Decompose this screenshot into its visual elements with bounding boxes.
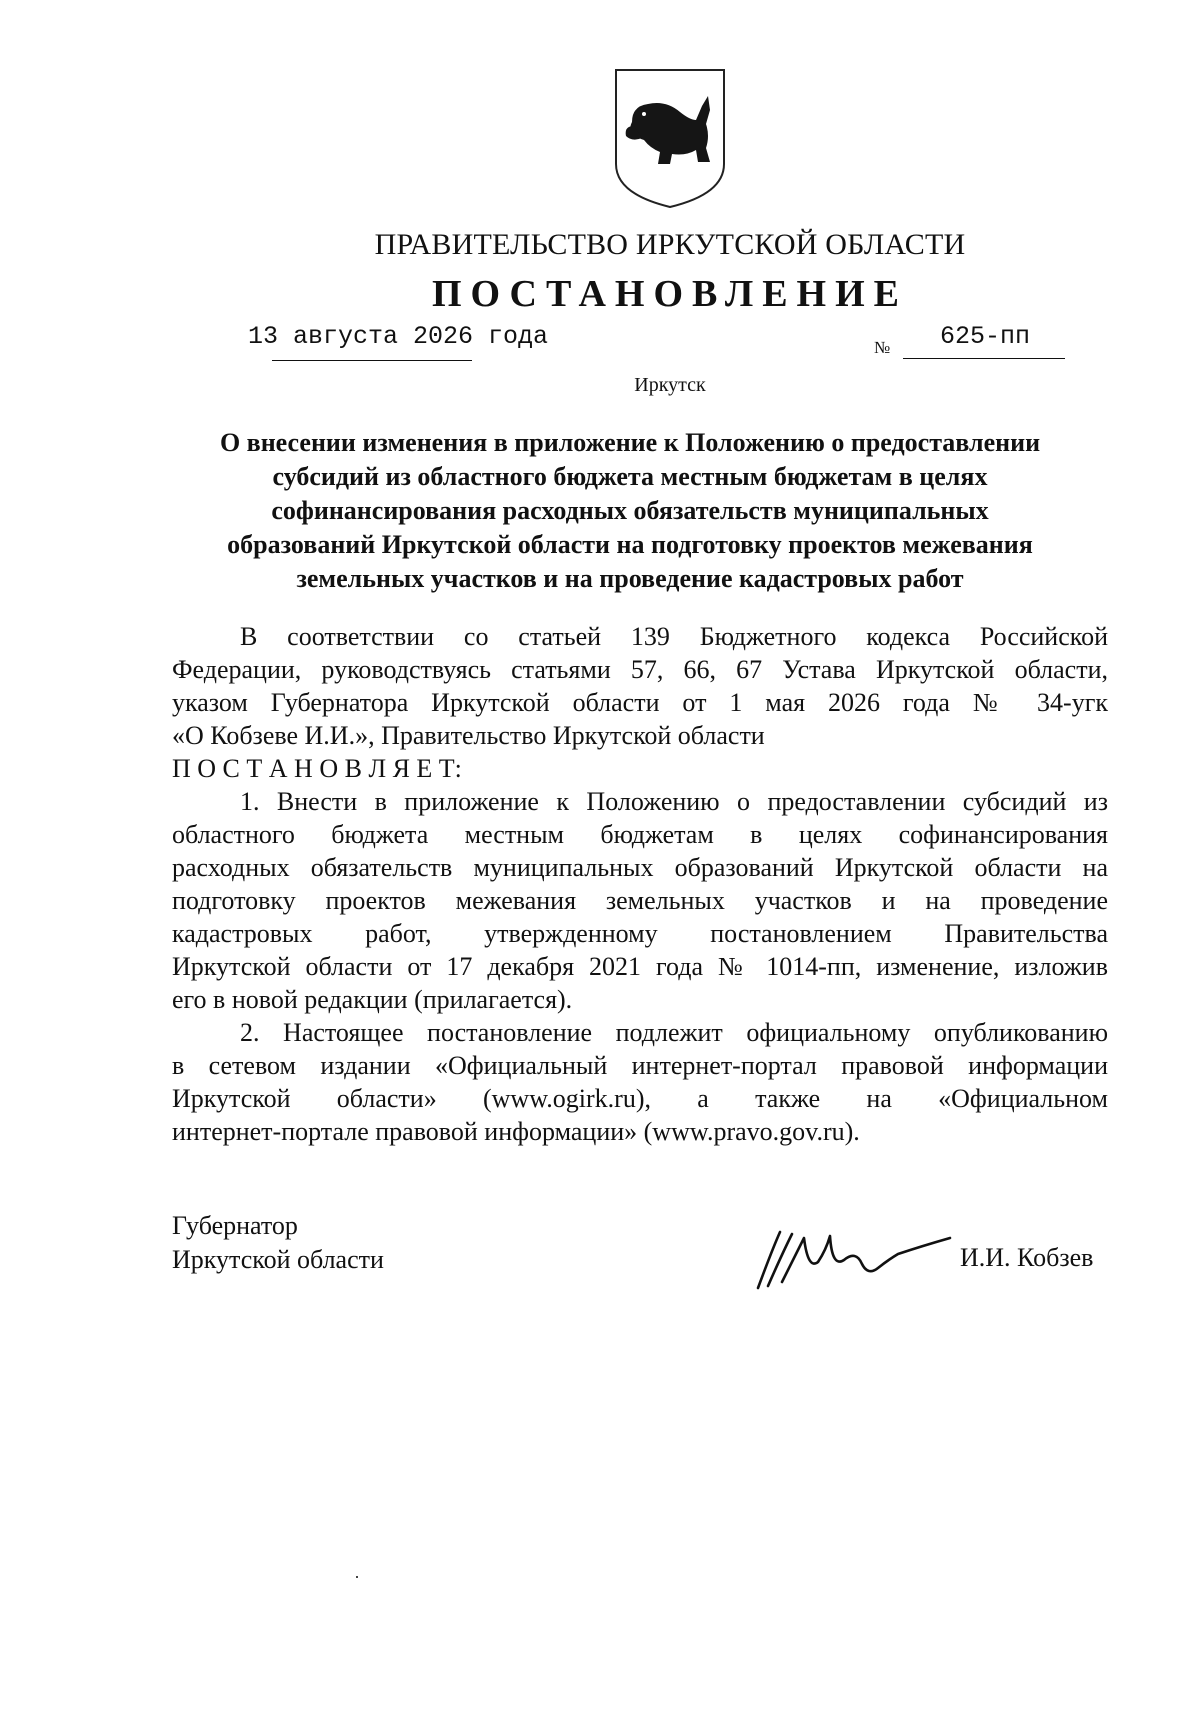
handwritten-signature-icon: [738, 1210, 968, 1306]
body-line: расходных обязательств муниципальных образований Иркутской области на: [172, 853, 1108, 882]
document-type: ПОСТАНОВЛЕНИЕ: [431, 273, 909, 315]
body-line: указом Губернатора Иркутской области от 1 мая 2026 года № 34-угк: [172, 688, 1108, 717]
body-line: Иркутской области» (www.ogirk.ru), а также на «Официальном: [172, 1084, 1108, 1113]
resolves-heading: П О С Т А Н О В Л Я Е Т:: [172, 754, 462, 783]
body-line: «О Кобзеве И.И.», Правительство Иркутской области: [172, 721, 765, 750]
title-line: софинансирования расходных обязательств муниципальных: [271, 496, 989, 525]
signatory-name: И.И. Кобзев: [960, 1243, 1094, 1272]
document-date: 13 августа 2026 года: [248, 322, 549, 351]
document-title: [170, 426, 1090, 596]
body-line: Иркутской области от 17 декабря 2021 года № 1014-пп, изменение, изложив: [172, 952, 1108, 981]
scan-speck: [356, 1576, 358, 1578]
body-line: 2. Настоящее постановление подлежит официальному опубликованию: [240, 1018, 1108, 1047]
body-line: интернет-портале правовой информации» (www.pravo.gov.ru).: [172, 1117, 860, 1146]
body-line: в сетевом издании «Официальный интернет-портал правовой информации: [172, 1051, 1108, 1080]
body-line: 1. Внести в приложение к Положению о предоставлении субсидий из: [240, 787, 1108, 816]
position-line: Иркутской области: [172, 1245, 384, 1274]
body-line: подготовку проектов межевания земельных участков и на проведение: [172, 886, 1108, 915]
title-line: субсидий из областного бюджета местным бюджетам в целях: [272, 462, 988, 491]
body-line: В соответствии со статьей 139 Бюджетного кодекса Российской: [240, 622, 1108, 651]
authority-name: ПРАВИТЕЛЬСТВО ИРКУТСКОЙ ОБЛАСТИ: [374, 228, 966, 261]
date-underline: [272, 360, 472, 361]
body-line: кадастровых работ, утвержденному постановлением Правительства: [172, 919, 1108, 948]
number-underline: [903, 358, 1065, 359]
signatory-position: [172, 1209, 384, 1277]
body-line: Федерации, руководствуясь статьями 57, 66, 67 Устава Иркутской области,: [172, 655, 1108, 684]
title-line: образований Иркутской области на подготовку проектов межевания: [227, 530, 1033, 559]
coat-of-arms-icon: [610, 66, 730, 211]
title-line: О внесении изменения в приложение к Положению о предоставлении: [219, 428, 1041, 457]
number-sign: №: [874, 338, 891, 357]
document-body: [172, 620, 1108, 1148]
document-number: 625-пп: [940, 322, 1031, 351]
body-line: областного бюджета местным бюджетам в целях софинансирования: [172, 820, 1108, 849]
position-line: Губернатор: [172, 1211, 298, 1240]
title-line: земельных участков и на проведение кадастровых работ: [296, 564, 964, 593]
body-line: его в новой редакции (прилагается).: [172, 985, 573, 1014]
city: Иркутск: [634, 374, 706, 396]
